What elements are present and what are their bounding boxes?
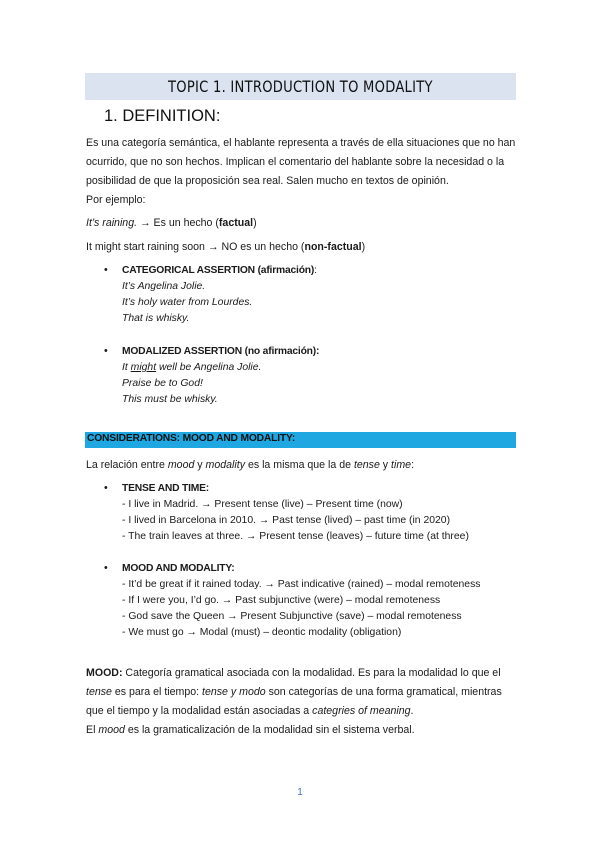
- tense-time-line: - I lived in Barcelona in 2010. → Past tense (lived) – past time (in 2020): [122, 515, 451, 526]
- tense-time-line: - The train leaves at three. → Present tense (leaves) – future time (at three): [122, 531, 469, 542]
- example-nonfactual-sentence: It might start raining soon: [86, 241, 205, 253]
- example-factual-sentence: It’s raining.: [86, 217, 138, 229]
- relation-tense: tense: [353, 459, 380, 471]
- nonfactual-tag: non-factual: [304, 241, 362, 253]
- relation-y: y: [379, 459, 392, 471]
- example-nonfactual-close: ): [361, 241, 366, 253]
- tense-time-heading: TENSE AND TIME:: [122, 483, 210, 494]
- example-nonfactual: [86, 238, 516, 257]
- example-factual: [86, 214, 516, 233]
- mood-definition-text: es para el tiempo:: [111, 686, 203, 698]
- mood-modality-line: - God save the Queen → Present Subjunctive (save) – modal remoteness: [122, 611, 462, 622]
- relation-text: La relación entre: [86, 459, 168, 471]
- bullet-icon: •: [104, 562, 108, 574]
- mood-definition-text: son categorías de una forma gramatical, mientras que el tiempo y la modalidad están asociadas a: [86, 686, 502, 717]
- example-factual-close: ): [253, 217, 257, 229]
- mood-modality-line: - If I were you, I’d go. → Past subjunctive (were) – modal remoteness: [122, 595, 441, 606]
- mood-modality-line: - It’d be great if it rained today. → Past indicative (rained) – modal remoteness: [122, 579, 481, 590]
- categorical-example: That is whisky.: [122, 313, 190, 324]
- mood-definition-period: .: [410, 705, 414, 717]
- bullet-icon: •: [104, 264, 108, 276]
- factual-tag: factual: [218, 217, 254, 229]
- categorical-example: It’s holy water from Lourdes.: [122, 297, 253, 308]
- mood-gram-mood: mood: [98, 724, 125, 736]
- page-number: 1: [297, 787, 303, 798]
- bullet-icon: •: [104, 345, 108, 357]
- relation-modality: modality: [205, 459, 245, 471]
- categorical-colon: :: [314, 265, 317, 276]
- categorical-example: It’s Angelina Jolie.: [122, 281, 206, 292]
- tense-time-line: - I live in Madrid. → Present tense (live) – Present time (now): [122, 499, 403, 510]
- modalized-example: Praise be to God!: [122, 378, 203, 389]
- por-ejemplo: Por ejemplo:: [86, 194, 146, 206]
- example-factual-text: Es un hecho (: [153, 217, 219, 229]
- mood-label: MOOD:: [86, 667, 123, 679]
- modalized-example-underlined: might: [130, 362, 157, 373]
- relation-time: time: [391, 459, 412, 471]
- relation-colon: :: [411, 459, 415, 471]
- mood-definition-tense: tense: [86, 686, 112, 698]
- mood-modality-line: - We must go → Modal (must) – deontic modality (obligation): [122, 627, 402, 638]
- modalized-example: This must be whisky.: [122, 394, 218, 405]
- modalized-heading: MODALIZED ASSERTION (no afirmación):: [122, 346, 320, 357]
- mood-gram-text: es la gramaticalización de la modalidad sin el sistema verbal.: [124, 724, 415, 736]
- modalized-example: [122, 362, 261, 373]
- mood-gram-text: El: [86, 724, 99, 736]
- categorical-heading-text: CATEGORICAL ASSERTION (afirmación): [122, 265, 315, 276]
- mood-modality-heading: MOOD AND MODALITY:: [122, 563, 235, 574]
- definition-paragraph: Es una categoría semántica, el hablante representa a través de ella situaciones que no han ocurrido, que no son hechos. Implican el comentario del hablante sobre la necesidad o la posibilidad de que la proposición sea real. Salen mucho en textos de opinión.: [86, 137, 516, 187]
- relation-text: es la misma que la de: [245, 459, 354, 471]
- relation-y: y: [194, 459, 206, 471]
- mood-definition-categories: categries of meaning: [312, 705, 411, 717]
- mood-grammaticalization: [86, 721, 516, 740]
- mood-definition-tense-modo: tense y modo: [202, 686, 266, 698]
- title-banner: [85, 73, 516, 100]
- arrow-icon: →: [204, 241, 222, 253]
- modalized-example-post: well be Angelina Jolie.: [156, 362, 262, 373]
- mood-definition: [86, 664, 516, 721]
- considerations-heading: CONSIDERATIONS: MOOD AND MODALITY:: [87, 433, 296, 444]
- modalized-example-pre: It: [122, 362, 131, 373]
- arrow-icon: →: [137, 217, 154, 229]
- page-title: TOPIC 1. INTRODUCTION TO MODALITY: [168, 77, 433, 96]
- relation-line: [86, 456, 516, 475]
- definition-heading: 1. DEFINITION:: [104, 107, 221, 125]
- categorical-heading: [122, 265, 317, 276]
- bullet-icon: •: [104, 482, 108, 494]
- mood-definition-text: Categoría gramatical asociada con la modalidad. Es para la modalidad lo que el: [122, 667, 501, 679]
- example-nonfactual-text: NO es un hecho (: [221, 241, 305, 253]
- relation-mood: mood: [167, 459, 195, 471]
